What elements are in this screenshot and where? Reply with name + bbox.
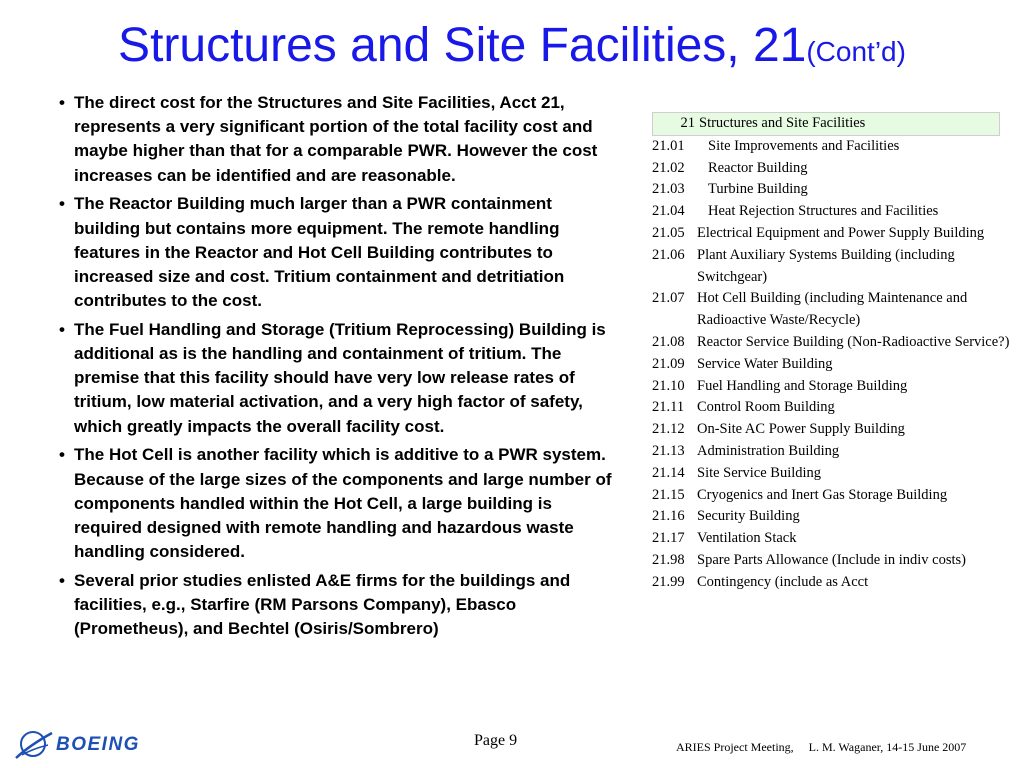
account-description: Electrical Equipment and Power Supply Building bbox=[697, 224, 985, 241]
account-code: 21.07 bbox=[652, 290, 685, 307]
account-description: Administration Building bbox=[697, 442, 840, 459]
bullet-text: The Hot Cell is another facility which is additive to a PWR system. Because of the large sizes of the components and large number of components handled within the Hot Cell, a large building is required designed with remote handling and hazardous waste handling considered. bbox=[74, 445, 612, 562]
account-row bbox=[652, 441, 1024, 463]
account-description: Fuel Handling and Storage Building bbox=[697, 377, 908, 394]
account-description: Reactor Service Building (Non-Radioactive Service?) bbox=[697, 333, 1010, 350]
account-code: 21.98 bbox=[652, 551, 685, 568]
account-code: 21.14 bbox=[652, 464, 685, 481]
bullet-list bbox=[57, 91, 622, 646]
account-row bbox=[652, 572, 1024, 594]
account-row bbox=[652, 463, 1024, 485]
account-code: 21.15 bbox=[652, 486, 685, 503]
bullet-item bbox=[57, 443, 622, 564]
account-description: Site Improvements and Facilities bbox=[708, 137, 900, 154]
account-row bbox=[652, 179, 1024, 201]
account-description: Hot Cell Building (including Maintenance and Radioactive Waste/Recycle) bbox=[697, 290, 968, 329]
account-row bbox=[652, 419, 1024, 441]
account-code: 21 bbox=[680, 115, 695, 131]
account-description: Plant Auxiliary Systems Building (including Switchgear) bbox=[697, 246, 955, 285]
account-code: 21.12 bbox=[652, 421, 685, 438]
account-description: Service Water Building bbox=[697, 355, 833, 372]
account-code: 21.17 bbox=[652, 530, 685, 547]
account-code: 21.06 bbox=[652, 246, 685, 263]
title-suffix: (Cont’d) bbox=[806, 36, 906, 67]
account-row bbox=[652, 397, 1024, 419]
account-description: Control Room Building bbox=[697, 399, 835, 416]
account-description: Turbine Building bbox=[708, 181, 808, 198]
account-code: 21.13 bbox=[652, 442, 685, 459]
page-number: Page 9 bbox=[474, 732, 518, 749]
account-row bbox=[652, 528, 1024, 550]
account-row bbox=[652, 376, 1024, 398]
bullet-dot: • bbox=[59, 319, 65, 339]
account-code: 21.10 bbox=[652, 377, 685, 394]
account-row bbox=[652, 485, 1024, 507]
slide-title bbox=[0, 18, 1024, 80]
account-description: Cryogenics and Inert Gas Storage Building bbox=[697, 486, 948, 503]
footer-meeting-info: ARIES Project Meeting, L. M. Waganer, 14-15 June 2007 bbox=[676, 740, 967, 754]
boeing-wordmark: BOEING bbox=[56, 734, 140, 755]
account-description: Heat Rejection Structures and Facilities bbox=[708, 203, 939, 220]
account-table-rows bbox=[652, 136, 1024, 594]
bullet-item bbox=[57, 192, 622, 313]
bullet-dot: • bbox=[59, 93, 65, 112]
account-description: Contingency (include as Acct bbox=[697, 573, 869, 590]
account-row bbox=[652, 354, 1024, 376]
account-row bbox=[652, 136, 1024, 158]
account-table-header bbox=[652, 112, 1000, 136]
account-table bbox=[652, 112, 1024, 594]
account-row bbox=[652, 158, 1024, 180]
bullet-text: The direct cost for the Structures and Site Facilities, Acct 21, represents a very significant portion of the total facility cost and maybe higher than that for a comparable PWR. However the cost increases can be identified and are reasonable. bbox=[74, 93, 598, 185]
bullet-item bbox=[57, 318, 622, 439]
account-description: Ventilation Stack bbox=[697, 530, 797, 547]
title-main: Structures and Site Facilities, 21 bbox=[118, 19, 807, 72]
account-code: 21.99 bbox=[652, 573, 685, 590]
bullet-item bbox=[57, 569, 622, 642]
bullet-dot: • bbox=[59, 445, 65, 465]
account-description: Reactor Building bbox=[708, 159, 808, 176]
bullet-text: The Reactor Building much larger than a PWR containment building but contains more equipment. The remote handling features in the Reactor and Hot Cell Building contributes to increased size and cost. Tritium containment and detritiation contributes to the cost. bbox=[74, 194, 565, 311]
account-code: 21.04 bbox=[652, 203, 685, 220]
account-row bbox=[652, 288, 1024, 332]
account-code: 21.05 bbox=[652, 224, 685, 241]
account-description: Site Service Building bbox=[697, 464, 822, 481]
account-row bbox=[652, 332, 1024, 354]
account-description: Structures and Site Facilities bbox=[699, 115, 866, 131]
account-code: 21.08 bbox=[652, 333, 685, 350]
bullet-text: Several prior studies enlisted A&E firms for the buildings and facilities, e.g., Starfire (RM Parsons Company), Ebasco (Prometheus), and Bechtel (Osiris/Sombrero) bbox=[74, 570, 571, 639]
account-code: 21.02 bbox=[652, 159, 685, 176]
boeing-logo bbox=[12, 725, 187, 767]
boeing-globe-icon bbox=[16, 732, 52, 758]
account-code: 21.11 bbox=[652, 399, 685, 416]
bullet-item bbox=[57, 91, 622, 188]
account-description: Spare Parts Allowance (Include in indiv costs) bbox=[697, 551, 966, 568]
account-description: Security Building bbox=[697, 508, 800, 525]
account-code: 21.03 bbox=[652, 181, 685, 198]
account-code: 21.09 bbox=[652, 355, 685, 372]
account-row bbox=[652, 223, 1024, 245]
account-code: 21.16 bbox=[652, 508, 685, 525]
account-row bbox=[652, 506, 1024, 528]
account-description: On-Site AC Power Supply Building bbox=[697, 421, 905, 438]
account-row bbox=[652, 550, 1024, 572]
bullet-dot: • bbox=[59, 570, 65, 590]
account-code: 21.01 bbox=[652, 137, 685, 154]
bullet-text: The Fuel Handling and Storage (Tritium Reprocessing) Building is additional as is the handling and containment of tritium. The premise that this facility should have very low release rates of tritium, low material activation, and a very high factor of safety, which greatly impacts the overall facility cost. bbox=[74, 319, 606, 436]
account-row bbox=[652, 245, 1024, 289]
bullet-dot: • bbox=[59, 194, 65, 214]
account-row bbox=[652, 201, 1024, 223]
